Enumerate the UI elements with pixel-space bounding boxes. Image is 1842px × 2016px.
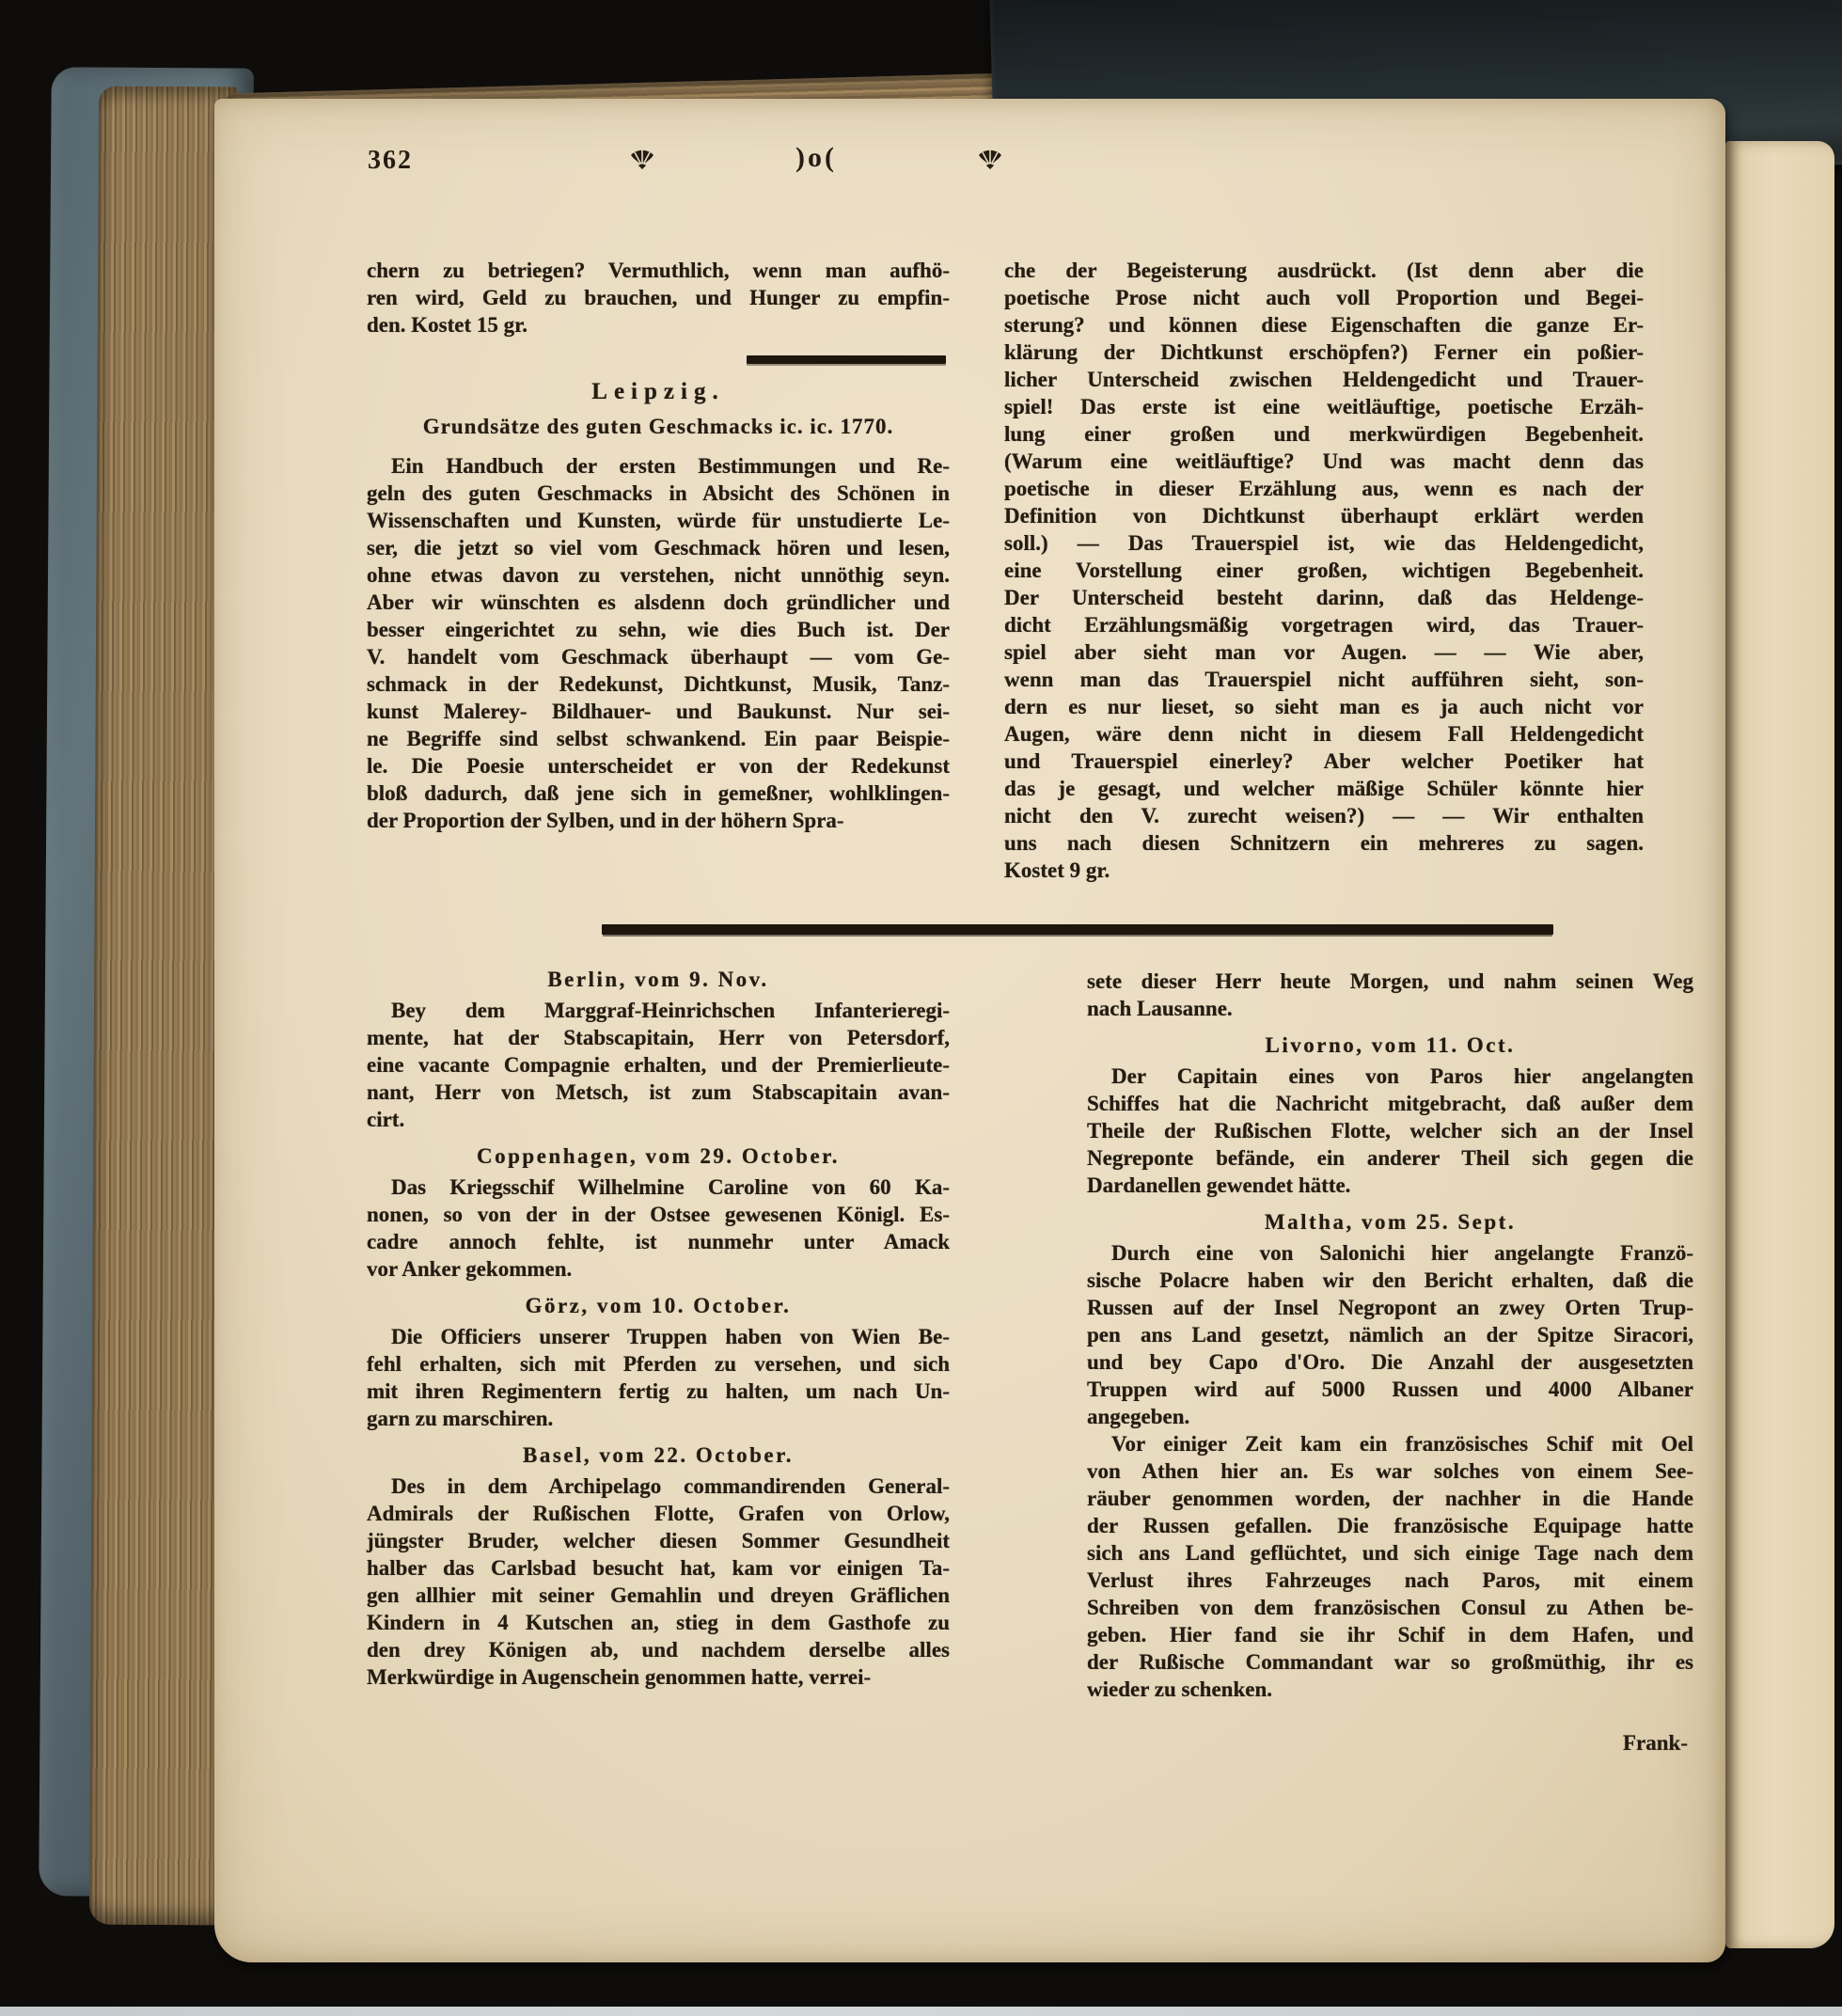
text-line: räuber genommen worden, der nachher in die Hande xyxy=(1087,1487,1693,1510)
text-line: ren wird, Geld zu brauchen, und Hunger zu empfin- xyxy=(367,286,950,309)
news-paragraph xyxy=(367,1473,950,1691)
text-line: und bey Capo d'Oro. Die Anzahl der ausgesetzten xyxy=(1087,1350,1693,1374)
text-line: der Russen gefallen. Die französische Equipage hatte xyxy=(1087,1514,1693,1537)
text-line: Vor einiger Zeit kam ein französisches Schif mit Oel xyxy=(1111,1432,1693,1456)
text-line: eine Vorstellung einer großen, wichtigen Begebenheit. xyxy=(1004,559,1644,582)
text-line: den drey Königen ab, und nachdem derselbe alles xyxy=(367,1638,950,1662)
dateline-heading: Berlin, vom 9. Nov. xyxy=(547,968,769,991)
section-divider-rule xyxy=(602,924,1553,935)
next-page-edge xyxy=(1725,141,1834,1948)
text-line: nicht den V. zurecht weisen?) — — Wir enthalten xyxy=(1004,804,1644,827)
dateline-heading: Livorno, vom 11. Oct. xyxy=(1265,1033,1516,1057)
news-paragraph xyxy=(367,997,950,1133)
text-line: Wissenschaften und Kunsten, würde für unstudierte Le- xyxy=(367,509,950,532)
text-line: spiel! Das erste ist eine weitläuftige, poetische Erzäh- xyxy=(1004,395,1644,418)
upper-right-column xyxy=(1004,257,1644,884)
text-line: Der Unterscheid besteht darinn, daß das Heldenge- xyxy=(1004,586,1644,609)
dateline-heading: Maltha, vom 25. Sept. xyxy=(1264,1210,1517,1234)
text-line: nach Lausanne. xyxy=(1087,997,1233,1020)
text-line: nonen, so von der in der Ostsee gewesenen Königl. Es- xyxy=(367,1203,950,1226)
upper-left-column xyxy=(367,257,950,884)
text-line: soll.) — Das Trauerspiel ist, wie das Heldengedicht, xyxy=(1004,531,1644,555)
text-line: dicht Erzählungsmäßig vorgetragen wird, das Trauer- xyxy=(1004,613,1644,637)
text-line: Schiffes hat die Nachricht mitgebracht, daß außer dem xyxy=(1087,1092,1693,1115)
text-line: sich ans Land geflüchtet, und sich einige Tage nach dem xyxy=(1087,1541,1693,1565)
news-paragraph xyxy=(1087,1063,1693,1199)
text-line: geln des guten Geschmacks in Absicht des Schönen in xyxy=(367,481,950,505)
text-line: Schreiben von dem französischen Consul zu Athen be- xyxy=(1087,1596,1693,1619)
review-body-paragraph xyxy=(367,452,950,834)
text-line: Bey dem Marggraf-Heinrichschen Infanterieregi- xyxy=(391,999,950,1022)
news-paragraph xyxy=(367,1323,950,1432)
text-line: che der Begeisterung ausdrückt. (Ist denn aber die xyxy=(1004,259,1644,282)
scanner-edge-strip xyxy=(0,2007,1842,2016)
text-line: Truppen wird auf 5000 Russen und 4000 Albaner xyxy=(1087,1378,1693,1401)
text-line: dern es nur lieset, so sieht man es ja auch nicht vor xyxy=(1004,695,1644,718)
text-line: Russen auf der Insel Negropont an zwey Orten Trup- xyxy=(1087,1296,1693,1319)
text-line: ne Begriffe sind selbst schwankend. Ein paar Beispie- xyxy=(367,727,950,750)
text-line: poetische Prose nicht auch voll Proportion und Begei- xyxy=(1004,286,1644,309)
review-continuation-paragraph xyxy=(367,257,950,339)
news-section xyxy=(367,968,1693,1756)
news-paragraph xyxy=(1087,968,1693,1022)
text-line: cirt. xyxy=(367,1108,405,1131)
text-line: sische Polacre haben wir den Bericht erhalten, daß die xyxy=(1087,1268,1693,1292)
text-line: uns nach diesen Schnitzern ein mehreres zu sagen. xyxy=(1004,831,1644,855)
shell-ornament-icon xyxy=(628,146,656,170)
book-title-line: Grundsätze des guten Geschmacks ic. ic. 1770. xyxy=(422,415,894,438)
text-line: Ein Handbuch der ersten Bestimmungen und Re- xyxy=(391,454,950,478)
text-line: V. handelt vom Geschmack überhaupt — vom Ge- xyxy=(367,645,950,669)
text-line: chern zu betriegen? Vermuthlich, wenn man aufhö- xyxy=(367,259,950,282)
text-line: schmack in der Redekunst, Dichtkunst, Musik, Tanz- xyxy=(367,672,950,696)
text-line: (Warum eine weitläuftige? Und was macht denn das xyxy=(1004,449,1644,473)
text-line: Aber wir wünschten es alsdenn doch gründlicher und xyxy=(367,591,950,614)
text-line: Die Officiers unserer Truppen haben von Wien Be- xyxy=(391,1325,950,1348)
text-line: und Trauerspiel einerley? Aber welcher Poetiker hat xyxy=(1004,749,1644,773)
news-paragraph xyxy=(1087,1239,1693,1430)
shell-ornament-icon xyxy=(976,146,1004,170)
text-line: Der Capitain eines von Paros hier angelangten xyxy=(1111,1064,1693,1088)
news-left-column xyxy=(367,968,950,1756)
text-line: spiel aber sieht man vor Augen. — — Wie aber, xyxy=(1004,640,1644,664)
text-line: wenn man das Trauerspiel nicht aufführen sieht, son- xyxy=(1004,668,1644,691)
text-line: klärung der Dichtkunst erschöpfen?) Ferner ein poßier- xyxy=(1004,340,1644,364)
text-line: Des in dem Archipelago commandirenden General- xyxy=(391,1474,950,1498)
text-line: ser, die jetzt so viel vom Geschmack hören und lesen, xyxy=(367,536,950,559)
book-page xyxy=(214,99,1725,1962)
text-line: Durch eine von Salonichi hier angelangte Franzö- xyxy=(1111,1241,1693,1265)
text-line: das je gesagt, und welcher mäßige Schüler könnte hier xyxy=(1004,777,1644,800)
text-line: halber das Carlsbad besucht hat, kam vor einigen Ta- xyxy=(367,1556,950,1580)
running-head xyxy=(214,142,1725,183)
text-line: Dardanellen gewendet hätte. xyxy=(1087,1173,1351,1197)
text-line: garn zu marschiren. xyxy=(367,1407,554,1430)
text-line: Das Kriegsschif Wilhelmine Caroline von 60 Ka- xyxy=(391,1175,950,1199)
text-line: der Proportion der Sylben, und in der höhern Spra- xyxy=(367,809,844,832)
header-ornaments xyxy=(628,142,1004,174)
text-line: Augen, wäre denn nicht in diesem Fall Heldengedicht xyxy=(1004,722,1644,746)
text-line: ohne etwas davon zu verstehen, nicht unnöthig seyn. xyxy=(367,563,950,587)
text-line: fehl erhalten, sich mit Pferden zu versehen, und sich xyxy=(367,1352,950,1376)
text-line: mente, hat der Stabscapitain, Herr von Petersdorf, xyxy=(367,1026,950,1049)
signature-mark: )o( xyxy=(795,142,837,173)
text-line: vor Anker gekommen. xyxy=(367,1257,573,1281)
text-line: angegeben. xyxy=(1087,1405,1190,1428)
text-line: den. Kostet 15 gr. xyxy=(367,313,528,337)
news-paragraph xyxy=(367,1173,950,1283)
text-line: pen ans Land gesetzt, nämlich an der Spitze Siracori, xyxy=(1087,1323,1693,1347)
text-line: jüngster Bruder, welcher diesen Sommer Gesundheit xyxy=(367,1529,950,1552)
text-line: lung einer großen und merkwürdigen Begebenheit. xyxy=(1004,422,1644,446)
text-line: cadre annoch fehlte, ist nunmehr unter Amack xyxy=(367,1230,950,1253)
text-line: le. Die Poesie unterscheidet er von der Redekunst xyxy=(367,754,950,778)
section-rule xyxy=(747,355,946,364)
text-line: eine vacante Compagnie erhalten, und der Premierlieute- xyxy=(367,1053,950,1077)
text-line: wieder zu schenken. xyxy=(1087,1677,1272,1701)
page-number: 362 xyxy=(368,146,413,175)
text-line: besser eingerichtet zu sehn, wie dies Buch ist. Der xyxy=(367,618,950,641)
text-line: von Athen hier an. Es war solches von einem See- xyxy=(1087,1459,1693,1483)
dateline-heading: Basel, vom 22. October. xyxy=(523,1443,794,1467)
text-line: Kostet 9 gr. xyxy=(1004,858,1110,882)
text-line: Theile der Rußischen Flotte, welcher sich an der Insel xyxy=(1087,1119,1693,1142)
text-line: Admirals der Rußischen Flotte, Grafen von Orlow, xyxy=(367,1502,950,1525)
text-line: Negreponte befände, ein anderer Theil sich gegen die xyxy=(1087,1146,1693,1170)
upper-section xyxy=(367,257,1644,884)
review-continuation-paragraph xyxy=(1004,257,1644,884)
text-line: Verlust ihres Fahrzeuges nach Paros, mit einem xyxy=(1087,1568,1693,1592)
news-paragraph xyxy=(1087,1430,1693,1703)
text-line: poetische in dieser Erzählung aus, wenn es nach der xyxy=(1004,477,1644,500)
text-line: mit ihren Regimentern fertig zu halten, um nach Un- xyxy=(367,1379,950,1403)
text-line: sterung? und können diese Eigenschaften die ganze Er- xyxy=(1004,313,1644,337)
catchword: Frank- xyxy=(1623,1731,1688,1755)
text-line: licher Unterscheid zwischen Heldengedicht und Trauer- xyxy=(1004,368,1644,391)
city-heading-leipzig: Leipzig. xyxy=(591,379,725,404)
news-right-column xyxy=(1087,968,1693,1756)
dateline-heading: Görz, vom 10. October. xyxy=(525,1294,792,1317)
text-line: sete dieser Herr heute Morgen, und nahm seinen Weg xyxy=(1087,969,1693,993)
text-line: geben. Hier fand sie ihr Schif in dem Hafen, und xyxy=(1087,1623,1693,1646)
text-line: nant, Herr von Metsch, ist zum Stabscapitain avan- xyxy=(367,1080,950,1104)
text-line: Definition von Dichtkunst überhaupt erklärt werden xyxy=(1004,504,1644,528)
text-line: gen allhier mit seiner Gemahlin und dreyen Gräflichen xyxy=(367,1583,950,1607)
text-line: kunst Malerey- Bildhauer- und Baukunst. Nur sei- xyxy=(367,700,950,723)
text-line: Kindern in 4 Kutschen an, stieg in dem Gasthofe zu xyxy=(367,1611,950,1634)
dateline-heading: Coppenhagen, vom 29. October. xyxy=(477,1144,840,1168)
news-right-items xyxy=(1087,968,1693,1703)
text-line: der Rußische Commandant war so großmüthig, ihr es xyxy=(1087,1650,1693,1674)
text-line: bloß dadurch, daß jene sich in gemeßner, wohlklingen- xyxy=(367,781,950,805)
text-line: Merkwürdige in Augenschein genommen hatte, verrei- xyxy=(367,1665,872,1689)
